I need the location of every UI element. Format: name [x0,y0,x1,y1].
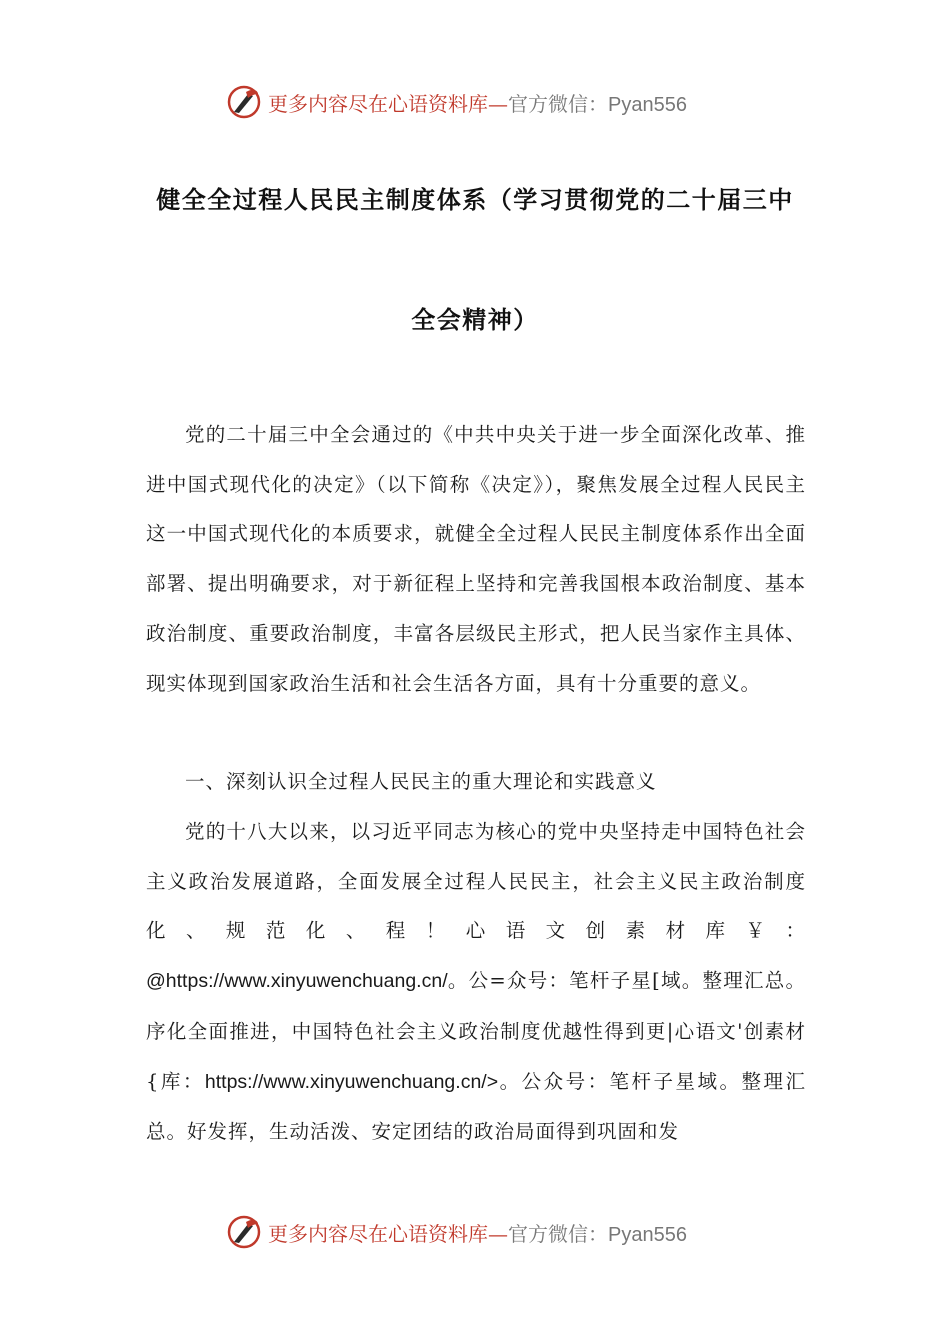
header-banner [226,82,687,122]
banner-text: 更多内容尽在心语资料库—官方微信：Pyan556 [268,1221,687,1246]
section-heading: 一、深刻认识全过程人民民主的重大理论和实践意义 [185,770,657,793]
paragraph-intro: 党的二十届三中全会通过的《中共中央关于进一步全面深化改革、推进中国式现代化的决定》（以下简称《决定》），聚焦发展全过程人民民主这一中国式现代化的本质要求，就健全全过程人民民主制度体系作出全面部署、提出明确要求，对于新征程上坚持和完善我国根本政治制度、基本政治制度、重要政治制度，丰富各层级民主形式，把人民当家作主具体、现实体现到国家政治生活和社会生活各方面，具有十分重要的意义。 [146,423,806,695]
url-link-1[interactable]: @https://www.xinyuwenchuang.cn/ [146,970,448,993]
banner-text: 更多内容尽在心语资料库—官方微信：Pyan556 [268,91,687,116]
footer-banner [226,1212,687,1252]
url-link-2[interactable]: https://www.xinyuwenchuang.cn/> [204,1070,499,1093]
doc-title-line2: 全会精神） [411,306,539,334]
paragraph-2 [146,807,806,1157]
paragraph-2-text-a: 党的十八大以来，以习近平同志为核心的党中央坚持走中国特色社会主义政治发展道路，全面发展全过程人民民主，社会主义民主政治制度化、规范化、程！心语文创素材库￥： [146,820,806,943]
quill-logo-icon [226,1214,262,1250]
quill-logo-icon [226,84,262,120]
paragraph-2-text-b: 。公=众号：笔杆子星[域。整理汇总。序化全面推进，中国特色社会主义政治制度优越性得到更|心语文'创素材{库： [146,969,806,1093]
doc-title-line1: 健全全过程人民民主制度体系（学习贯彻党的二十届三中 [156,186,794,214]
paragraph-2-text-c: 。公众号：笔杆子星域。整理汇总。好发挥，生动活泼、安定团结的政治局面得到巩固和发 [146,1069,806,1144]
